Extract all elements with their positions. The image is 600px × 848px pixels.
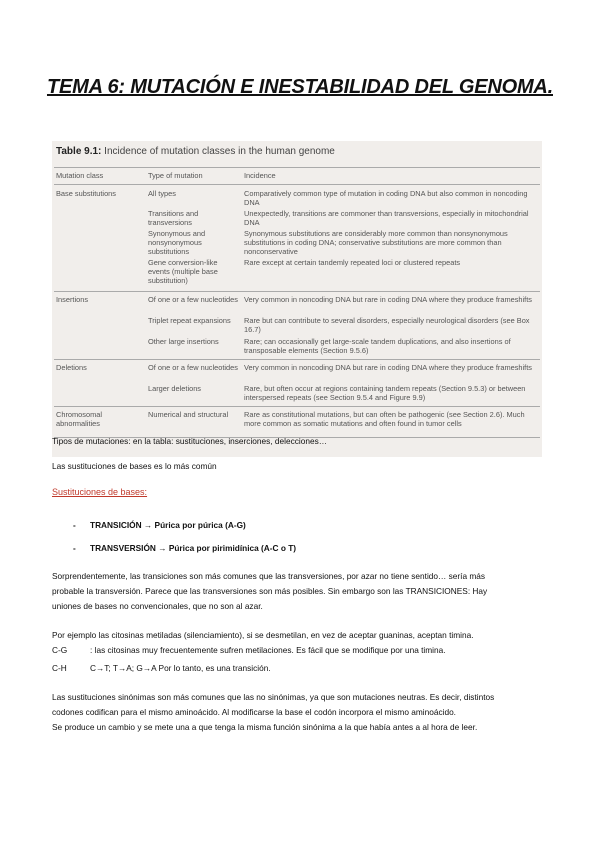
- row-incidence: Rare except at certain tandemly repeated loci or clustered repeats: [244, 258, 461, 267]
- row-class: Insertions: [56, 295, 89, 304]
- bullet-dash-icon: -: [73, 520, 76, 530]
- table-group-rule: [54, 291, 540, 292]
- row-incidence: Comparatively common type of mutation in coding DNA but also common in noncoding DNA: [244, 189, 528, 207]
- pair-text-ch: C→T; T→A; G→A Por lo tanto, es una transición.: [90, 663, 271, 673]
- paragraph-synonymous-line1: Las sustituciones sinónimas son más comunes que las no sinónimas, ya que son mutaciones neutras. Es decir, distintos: [52, 692, 495, 702]
- row-type: Of one or a few nucleotides: [148, 295, 238, 304]
- row-type: Synonymous and nonsynonymous substitutions: [148, 229, 206, 256]
- row-class: Deletions: [56, 363, 87, 372]
- row-incidence: Synonymous substitutions are considerably more common than nonsynonymous substitutions in coding DNA; conservative substitutions are more common than nonconservative: [244, 229, 508, 256]
- bullet-transversion: TRANSVERSIÓN → Púrica por pirimidínica (A-C o T): [90, 543, 297, 553]
- paragraph-surprise-line1: Sorprendentemente, las transiciones son más comunes que las transversiones, por azar no tiene sentido… sería más: [52, 571, 486, 581]
- header-mutation-class: Mutation class: [56, 171, 104, 180]
- bullet-dash-icon: -: [73, 543, 76, 553]
- paragraph-methylation: Por ejemplo las citosinas metiladas (silenciamiento), si se desmetilan, en vez de aceptar guaninas, aceptan timina.: [52, 630, 474, 640]
- table-header-rule: [54, 184, 540, 185]
- table-group-rule: [54, 359, 540, 360]
- bullet-transition: TRANSICIÓN → Púrica por púrica (A-G): [90, 520, 246, 530]
- row-type: Of one or a few nucleotides: [148, 363, 238, 372]
- section-heading-substitutions: Sustituciones de bases:: [52, 487, 148, 497]
- row-type: Triplet repeat expansions: [148, 316, 231, 325]
- row-incidence: Rare but can contribute to several disorders, especially neurological disorders (see Box 16.7): [244, 316, 530, 334]
- pair-label-ch: C-H: [52, 663, 67, 673]
- table-top-rule: [54, 167, 540, 168]
- row-type: Larger deletions: [148, 384, 202, 393]
- paragraph-mutation-types: Tipos de mutaciones: en la tabla: sustituciones, inserciones, delecciones…: [52, 436, 328, 446]
- paragraph-synonymous-line2: codones codifican para el mismo aminoácido. Al modificarse la base el codón incorpora el mismo aminoácido.: [52, 707, 456, 717]
- paragraph-surprise-line3: uniones de bases no convencionales, que no son al azar.: [52, 601, 263, 611]
- header-incidence: Incidence: [244, 171, 276, 180]
- pair-label-cg: C-G: [52, 645, 68, 655]
- header-type: Type of mutation: [148, 171, 203, 180]
- paragraph-surprise-line2: probable la transversión. Parece que las transversiones son más posibles. Sin embargo son las TRANSICIONES: Hay: [52, 586, 488, 596]
- table-caption-text: Incidence of mutation classes in the human genome: [104, 146, 335, 157]
- row-incidence: Very common in noncoding DNA but rare in coding DNA where they produce frameshifts: [244, 363, 532, 372]
- row-incidence: Rare; can occasionally get large-scale tandem duplications, and also insertions of transposable elements (Section 9.5.6): [244, 337, 511, 355]
- page-title: TEMA 6: MUTACIÓN E INESTABILIDAD DEL GENOMA.: [46, 76, 553, 98]
- table-label: Table 9.1:: [56, 146, 102, 157]
- row-class: Base substitutions: [56, 189, 116, 198]
- row-class: Chromosomal abnormalities: [56, 410, 103, 428]
- row-type: Numerical and structural: [148, 410, 229, 419]
- table-group-rule: [54, 406, 540, 407]
- paragraph-most-common: Las sustituciones de bases es lo más común: [52, 461, 217, 471]
- row-type: Gene conversion-like events (multiple base substitution): [148, 258, 218, 285]
- row-incidence: Unexpectedly, transitions are commoner than transversions, especially in mitochondrial DNA: [244, 209, 529, 227]
- pair-text-cg: : las citosinas muy frecuentemente sufren metilaciones. Es fácil que se modifique por una timina.: [90, 645, 446, 655]
- row-type: Other large insertions: [148, 337, 219, 346]
- mutation-table: [52, 141, 542, 457]
- row-type: Transitions and transversions: [148, 209, 199, 227]
- row-incidence: Rare as constitutional mutations, but can often be pathogenic (see Section 2.6). Much more common as somatic mutations and often found in tumor cells: [244, 410, 525, 428]
- row-incidence: Very common in noncoding DNA but rare in coding DNA where they produce frameshifts: [244, 295, 532, 304]
- table-caption: [56, 147, 335, 156]
- row-incidence: Rare, but often occur at regions containing tandem repeats (Section 9.5.3) or between interspersed repeats (see Section 9.5.4 and Figure 9.9): [244, 384, 526, 402]
- paragraph-synonymous-line3: Se produce un cambio y se mete una a que tenga la misma función sinónima a la que había antes a al hora de leer.: [52, 722, 478, 732]
- row-type: All types: [148, 189, 176, 198]
